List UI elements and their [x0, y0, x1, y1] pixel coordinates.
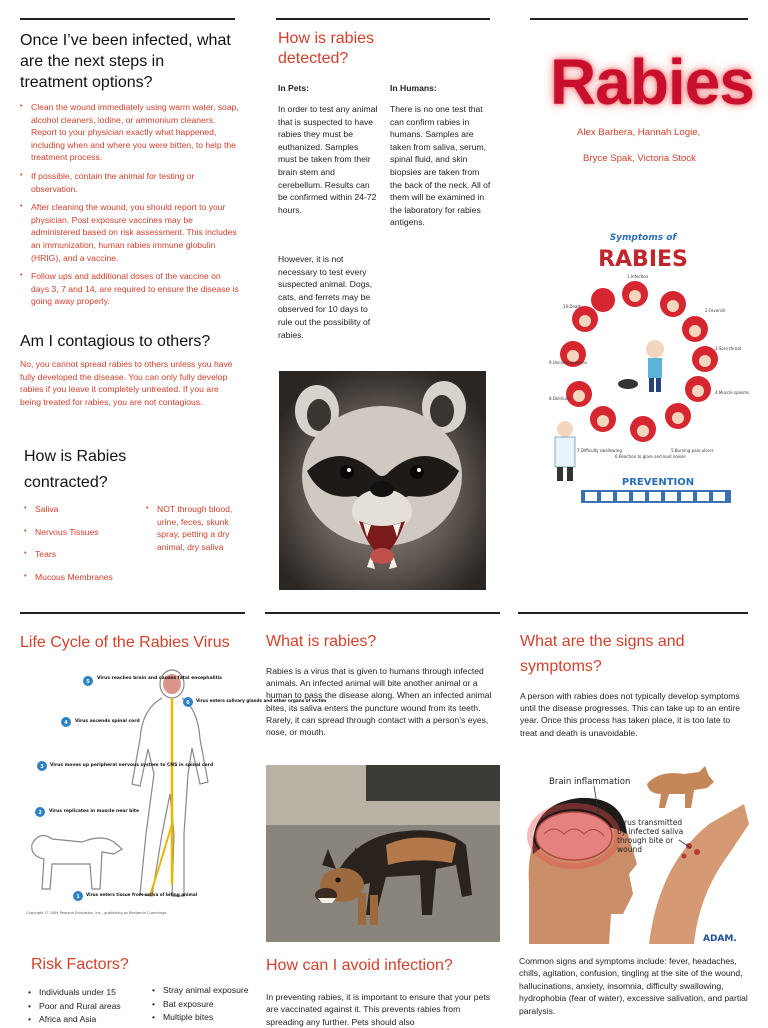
risk-right-list — [152, 984, 264, 1025]
contagious-text: No, you cannot spread rabies to others unless you have fully developed the disease. You can only fully develop rabies if you leave it completely untreated. If you are being treated for rabies, you are not contagious. — [20, 359, 233, 407]
lifecycle-step-text: Virus enters salivary glands and other organs of victim — [196, 698, 327, 703]
pets-text-1: In order to test any animal that is suspected to have rabies they must be euthanized. Samples must be taken from their brain stem and cerebellum. Results can be confirmed within 24-72 hours. — [278, 104, 378, 215]
treatment-item: • Clean the wound immediately using warm water, soap, alcohol cleaners, iodine, or ammonium cleaners. Report to your physician exactly what happened, including when and where you were bitten, to help the treatment process. — [20, 101, 240, 164]
signs-title — [520, 629, 750, 679]
signs-illustration — [519, 764, 749, 944]
risk-item: • Individuals under 15 — [28, 986, 148, 1000]
cover-authors-line2: Bryce Spak, Victoria Stock — [583, 153, 696, 164]
raccoon-illustration — [279, 371, 486, 590]
cover-title: Rabies — [550, 46, 754, 118]
lifecycle-copyright: Copyright © 2004 Pearson Education, Inc., publishing as Benjamin Cummings. — [26, 911, 168, 915]
risk-left-list — [28, 986, 148, 1027]
top-right-rule — [530, 18, 748, 20]
lifecycle-title: Life Cycle of the Rabies Virus — [20, 634, 230, 651]
infographic-label: 5.Burning pain,ulcers — [671, 448, 714, 453]
bottom-mid-rule — [265, 612, 500, 614]
lifecycle-step-num: 6 — [186, 700, 190, 706]
infographic-label: 2.Feverish — [705, 308, 726, 313]
risk-item: • Bat exposure — [152, 998, 264, 1012]
signs-illustration-svg — [519, 764, 749, 944]
lifecycle-step-num: 2 — [38, 810, 42, 816]
signs-title-line2: symptoms? — [520, 658, 602, 675]
contracted-item: • Tears — [24, 548, 134, 561]
pets-heading: In Pets: — [278, 83, 310, 93]
contracted-title-line1: How is Rabies — [24, 448, 127, 465]
humans-text: There is no one test that can confirm rabies in humans. Samples are taken from saliva, serum, spinal fluid, and skin biopsies are taken from the back of the neck. All of them will be examined in the laboratory for rabies antigens. — [390, 104, 491, 228]
lifecycle-step-text: Virus enters tissue from saliva of biting animal — [86, 892, 198, 897]
contracted-item-not: • NOT through blood, urine, feces, skunk spray, petting a dry animal, dry saliva — [146, 503, 246, 553]
contracted-item: • Nervous Tissues — [24, 526, 134, 539]
lifecycle-step-num: 4 — [64, 720, 68, 726]
symptoms-infographic — [543, 224, 750, 506]
contracted-title — [24, 444, 224, 496]
treatment-item: • If possible, contain the animal for testing or observation. — [20, 170, 240, 195]
lifecycle-step-text: Virus ascends spinal cord — [75, 719, 140, 724]
infographic-label: 9.Unconsciousness — [549, 360, 588, 365]
detected-title-line2: detected? — [278, 50, 349, 67]
risk-item: • Africa and Asia — [28, 1013, 148, 1027]
treatment-title: Once I’ve been infected, what are the next steps in treatment options? — [20, 32, 231, 91]
treatment-item: • Follow ups and additional doses of the vaccine on days 3, 7 and 14, are required to ensure the disease is going away properly. — [20, 270, 240, 308]
detected-title — [278, 29, 478, 69]
raccoon-photo — [279, 371, 486, 590]
signs-text: A person with rabies does not typically develop symptoms until the disease progresses. This can take up to an entire year. Once this process has taken place, it is too late to treat and death is unavoidable. — [520, 691, 741, 738]
detected-title-line1: How is rabies — [278, 30, 375, 47]
infographic-label: 8.Delirium — [549, 396, 570, 401]
infographic-label: 7.Difficulty swallowing — [577, 448, 622, 453]
signs-title-line1: What are the signs and — [520, 633, 685, 650]
lifecycle-step-num: 1 — [76, 894, 80, 900]
illus-label-virus: Virus transmitted by infected saliva through bite or wound — [617, 818, 684, 854]
infographic-label: 1.Infection — [627, 274, 649, 279]
infographic-title-small: Symptoms of — [609, 233, 677, 243]
what-is-title: What is rabies? — [266, 633, 377, 650]
what-is-text: Rabies is a virus that is given to humans through infected animals. An infected animal will bite another animal or a human to pass the disease along. When an infected animal bites, its saliva enters the puncture wound from its teeth. Rarely, it can spread through contact with a person’s eyes, nose, or mouth. — [266, 666, 492, 738]
lifecycle-diagram — [22, 664, 327, 919]
infographic-label: 3.Sore throat — [715, 346, 742, 351]
contracted-left-list — [24, 503, 134, 583]
illus-label-brain: Brain inflammation — [549, 777, 631, 787]
top-left-rule — [20, 18, 235, 20]
treatment-item: • After cleaning the wound, you should report to your physician. Post exposure vaccines may be administered based on risk assessment. This includes an immunization, human rabies immune globulin (HRIG), and a vaccine. — [20, 201, 240, 264]
lifecycle-step-text: Virus reaches brain and causes fatal encephalitis — [97, 676, 222, 681]
infographic-label: 4.Muscle spasms — [715, 390, 750, 395]
prevention-label: PREVENTION — [621, 477, 695, 488]
adam-logo: ADAM. — [703, 934, 737, 944]
contracted-item: • Mucous Membranes — [24, 571, 134, 584]
lifecycle-step-num: 3 — [40, 764, 44, 770]
contracted-item: • Saliva — [24, 503, 134, 516]
humans-heading: In Humans: — [390, 83, 437, 93]
lifecycle-step-num: 5 — [86, 679, 90, 685]
lifecycle-step-text: Virus replicates in muscle near bite — [49, 809, 140, 814]
bottom-left-rule — [20, 612, 245, 614]
risk-title: Risk Factors? — [31, 956, 129, 973]
treatment-list — [20, 101, 240, 308]
lifecycle-svg — [22, 664, 327, 919]
avoid-text: In preventing rabies, it is important to ensure that your pets are vaccinated against it. This prevents rabies from spreading any further. Pets should also — [266, 992, 491, 1027]
infographic-title-big: RABIES — [598, 247, 688, 272]
risk-item: • Stray animal exposure — [152, 984, 264, 998]
common-signs-text: Common signs and symptoms include: fever, headaches, chills, agitation, confusion, tingling at the site of the wound, hallucinations, anxiety, insomnia, difficulty swallowing, hydrophobia (fear of water), excessive salivation, and partial paralysis. — [519, 956, 748, 1016]
infographic-label: 10.Death — [563, 304, 582, 309]
cover-authors-line1: Alex Barbera, Hannah Logie, — [577, 127, 701, 138]
contracted-title-line2: contracted? — [24, 474, 108, 491]
lifecycle-step-text: Virus moves up peripheral nervous system to CNS in spinal cord — [50, 763, 214, 768]
infographic-label: 6.Reaction to glare and loud noises — [615, 454, 686, 459]
contracted-right-list — [146, 503, 246, 553]
risk-item: • Poor and Rural areas — [28, 1000, 148, 1014]
dog-photo — [266, 765, 500, 942]
dog-illustration — [266, 765, 500, 942]
risk-item: • Multiple bites — [152, 1011, 264, 1025]
top-mid-rule — [276, 18, 490, 20]
pets-text-2: However, it is not necessary to test every suspected animal. Dogs, cats, and ferrets may be observed for 10 days to rule out the possibility of rabies. — [278, 254, 373, 340]
bottom-right-rule — [518, 612, 748, 614]
symptoms-infographic-svg — [543, 224, 750, 506]
avoid-title: How can I avoid infection? — [266, 957, 453, 974]
contagious-title: Am I contagious to others? — [20, 333, 211, 350]
